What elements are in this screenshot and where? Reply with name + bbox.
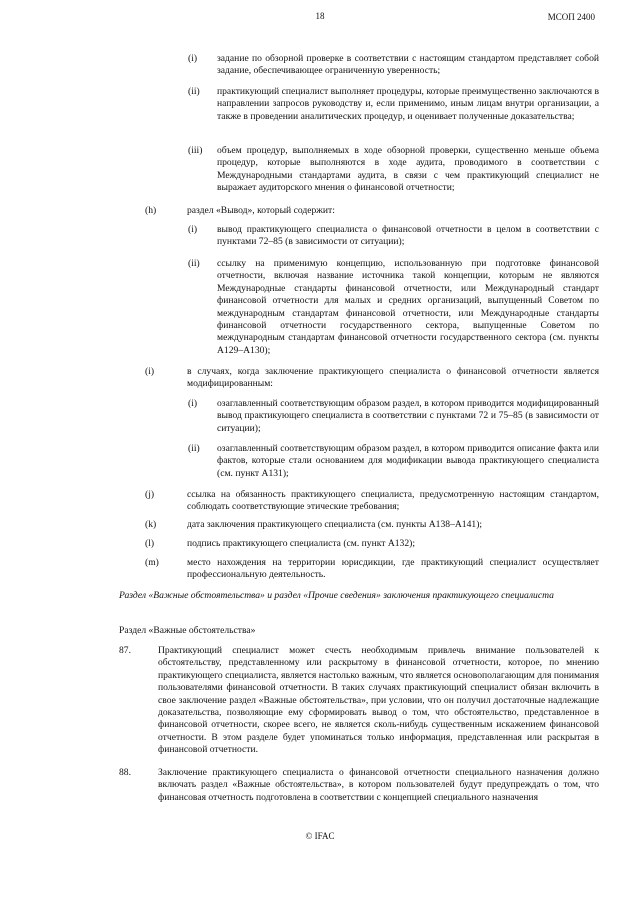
list-item-text: место нахождения на территории юрисдикции, где практикующий специалист осуществляет профессиональную деятельность. [187,557,599,581]
list-item-text: в случаях, когда заключение практикующего специалиста о финансовой отчетности является модифицированным: [187,366,599,390]
list-item-label: (i) [188,224,198,235]
footer-copyright: © IFAC [305,831,335,841]
section-heading: Раздел «Важные обстоятельства» и раздел «Прочие сведения» заключения практикующего специалиста [119,590,554,601]
list-item-label: (ii) [188,86,200,97]
list-item-text: озаглавленный соответствующим образом раздел, в котором приводится модифицированный вывод практикующего специалиста в соответствии с пунктами 72 и 75–85 (в зависимости от ситуации); [217,398,599,434]
list-item-label: (ii) [188,443,200,454]
list-item-text: задание по обзорной проверке в соответствии с настоящим стандартом представляет собой задание, обеспечивающее ограниченную уверенность; [217,53,599,77]
standard-code: МСОП 2400 [547,12,595,22]
list-item-label: (i) [188,53,198,64]
list-item-label: (h) [145,205,157,216]
paragraph-number: 87. [119,645,131,656]
list-item-text: вывод практикующего специалиста о финансовой отчетности в целом в соответствии с пунктами 72–85 (в зависимости от ситуации); [217,224,599,248]
list-item-text: объем процедур, выполняемых в ходе обзорной проверки, существенно меньше объема процедур, которые выполняются в ходе аудита, проводимого в соответствии с Международными стандартами аудита, в связи с чем практикующий специалист не выражает аудиторского мнения о финансовой отчетности; [217,145,599,194]
list-item-label: (m) [145,557,159,568]
list-item-label: (k) [145,519,157,530]
paragraph-text: Заключение практикующего специалиста о финансовой отчетности специального назначения должно включать раздел «Важные обстоятельства», в котором пользователей будут предупреждать о том, что финансовая отчетность подготовлена в соответствии с концепцией специального назначения [158,767,599,803]
page-number: 18 [315,11,325,21]
list-item-text: дата заключения практикующего специалиста (см. пункты A138–A141); [187,519,483,530]
list-item-label: (i) [188,398,198,409]
list-item-label: (j) [145,489,155,500]
list-item-label: (l) [145,538,155,549]
list-item-text: раздел «Вывод», который содержит: [187,205,335,216]
subsection-heading: Раздел «Важные обстоятельства» [119,625,256,636]
list-item-label: (i) [145,366,155,377]
list-item-label: (iii) [188,145,203,156]
list-item-label: (ii) [188,258,200,269]
list-item-text: ссылка на обязанность практикующего специалиста, предусмотренную настоящим стандартом, соблюдать соответствующие этические требования; [187,489,599,513]
paragraph-number: 88. [119,767,131,778]
list-item-text: озаглавленный соответствующим образом раздел, в котором приводится описание факта или фактов, которые стали основанием для модификации вывода практикующего специалиста (см. пункт A131); [217,443,599,479]
list-item-text: практикующий специалист выполняет процедуры, которые преимущественно заключаются в направлении запросов руководству и, если применимо, иным лицам внутри организации, а также в проведении аналитических процедур, и оценивает полученные доказательства; [217,86,599,122]
list-item-text: подпись практикующего специалиста (см. пункт A132); [187,538,416,549]
list-item-text: ссылку на применимую концепцию, использованную при подготовке финансовой отчетности, включая название источника такой концепции, которым не являются Международные стандарты финансовой отчетности, или Международный стандарт финансовой отчетности для малых и средних организаций, выпущенный Советом по международным стандартам финансовой отчетности, или Международные стандарты финансовой отчетности государственного сектора, выпущенные Советом по международным стандартам финансовой отчетности государственного сектора (см. пункты A129–A130); [217,258,599,356]
paragraph-text: Практикующий специалист может счесть необходимым привлечь внимание пользователей к обстоятельству, представленному или раскрытому в финансовой отчетности, которое, по мнению практикующего специалиста, является настолько важным, что является основополагающим для понимания пользователями финансовой отчетности. В таких случаях практикующий специалист обязан включить в свое заключение раздел «Важные обстоятельства», при условии, что он получил достаточные надлежащие доказательства, позволяющие ему сформировать вывод о том, что обстоятельство, представленное в финансовой отчетности, скорее всего, не является сколь-нибудь существенным искажением финансовой отчетности. В этом разделе будет упоминаться только информация, представленная или раскрытая в финансовой отчетности. [158,645,599,756]
